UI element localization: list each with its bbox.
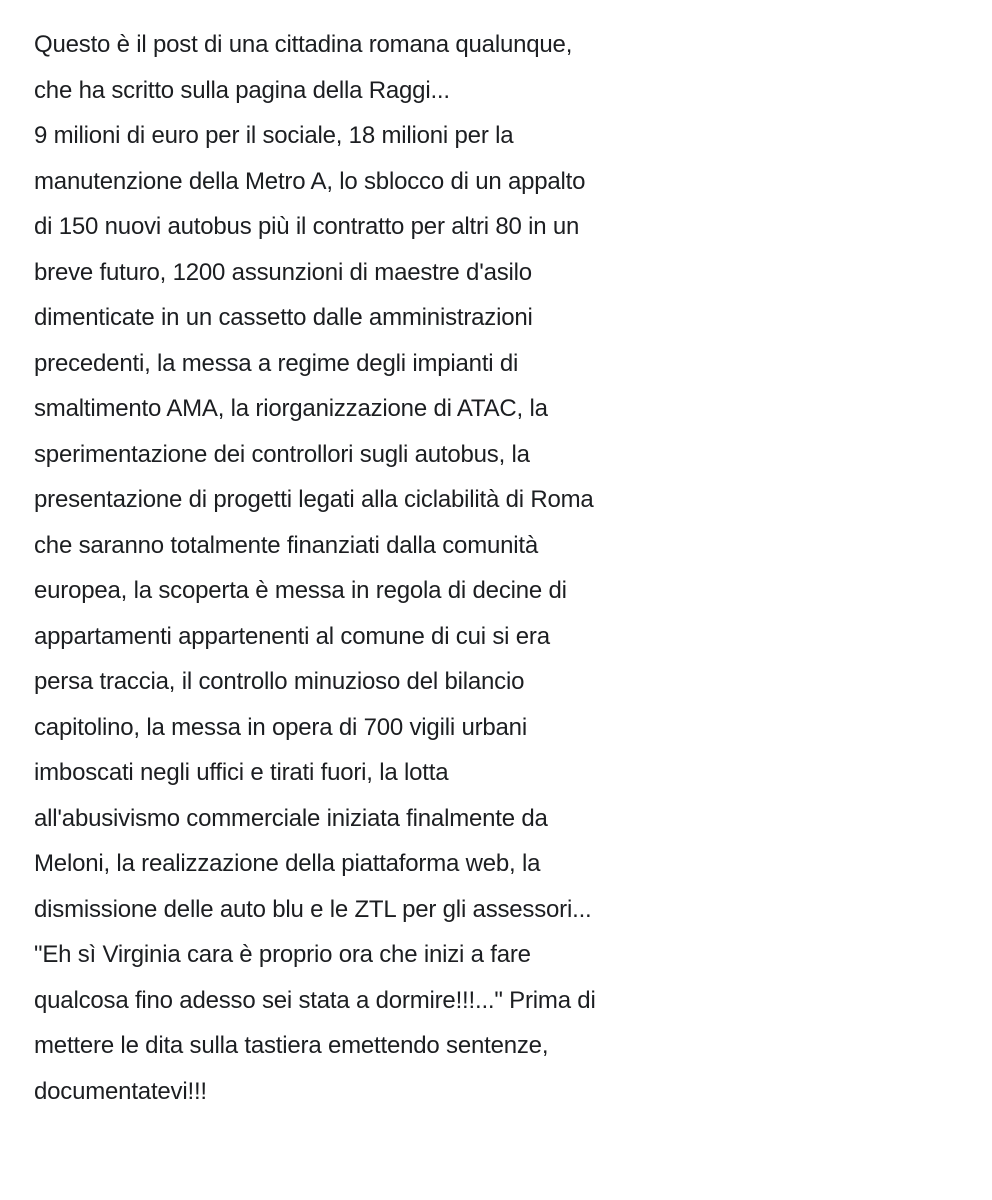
post-text-line: europea, la scoperta è messa in regola di decine di (34, 577, 567, 604)
post-text-line: persa traccia, il controllo minuzioso del bilancio (34, 668, 525, 695)
post-text-line: dimenticate in un cassetto dalle amministrazioni (34, 304, 533, 331)
post-text-line: imboscati negli uffici e tirati fuori, la lotta (34, 759, 449, 786)
post-text-line: Questo è il post di una cittadina romana qualunque, (34, 31, 573, 58)
post-text-line: 9 milioni di euro per il sociale, 18 milioni per la (34, 122, 514, 149)
post-text-line: che ha scritto sulla pagina della Raggi... (34, 76, 450, 104)
post-text-line: "Eh sì Virginia cara è proprio ora che inizi a fare (34, 941, 531, 968)
post-text-line: manutenzione della Metro A, lo sblocco di un appalto (34, 167, 586, 195)
post-text-line: appartamenti appartenenti al comune di cui si era (34, 622, 550, 650)
post-text-line: sperimentazione dei controllori sugli autobus, la (34, 440, 530, 468)
post-text-line: dismissione delle auto blu e le ZTL per gli assessori... (34, 895, 592, 923)
post-text-line: presentazione di progetti legati alla ciclabilità di Roma (34, 486, 594, 513)
post-text-line: all'abusivismo commerciale iniziata finalmente da (34, 804, 548, 832)
post-text-line: documentatevi!!! (34, 1077, 207, 1105)
post-text-line: breve futuro, 1200 assunzioni di maestre d'asilo (34, 258, 532, 286)
post-text-line: che saranno totalmente finanziati dalla comunità (34, 531, 539, 559)
post-text-line: capitolino, la messa in opera di 700 vigili urbani (34, 713, 527, 741)
post-text-line: Meloni, la realizzazione della piattaforma web, la (34, 850, 541, 877)
post-text-line: smaltimento AMA, la riorganizzazione di ATAC, la (34, 395, 548, 422)
post-text-line: qualcosa fino adesso sei stata a dormire!!!..." Prima di (34, 986, 596, 1014)
post-text-line: precedenti, la messa a regime degli impianti di (34, 349, 519, 377)
post-text-line: mettere le dita sulla tastiera emettendo sentenze, (34, 1032, 549, 1059)
post-text-line: di 150 nuovi autobus più il contratto per altri 80 in un (34, 213, 580, 240)
